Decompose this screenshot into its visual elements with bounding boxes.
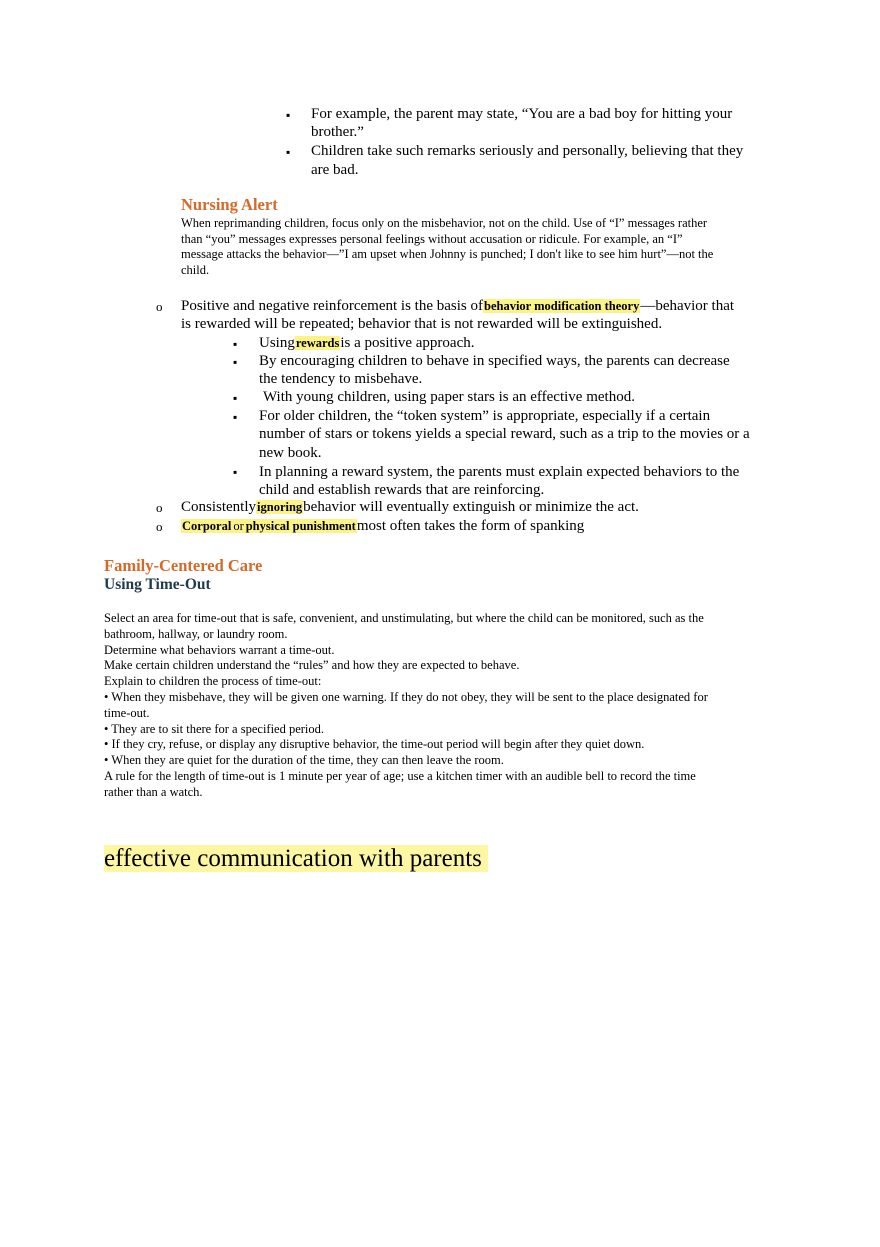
square-bullet-icon: ▪	[233, 465, 238, 479]
reward-bullet-encourage: By encouraging children to behave in specified ways, the parents can decrease the tendency to misbehave.	[259, 353, 730, 387]
family-care-title: Family-Centered Care	[104, 556, 263, 575]
square-bullet-icon: ▪	[233, 410, 238, 424]
square-bullet-icon: ▪	[233, 391, 238, 405]
highlight-corporal: Corporal	[182, 519, 232, 533]
highlight-ignoring: ignoring	[257, 500, 303, 514]
reward-bullet-planning: In planning a reward system, the parents must explain expected behaviors to the child and establish rewards that are reinforcing.	[259, 464, 740, 498]
reinforcement-item: Positive and negative reinforcement is the basis ofbehavior modification theory—behavior that is rewarded will be repeated; behavior that is not rewarded will be extinguished.	[181, 298, 735, 332]
top-bullet-list	[286, 105, 786, 179]
circle-bullet-icon: o	[156, 519, 163, 534]
reward-bullet-older: For older children, the “token system” is appropriate, especially if a certain number of stars or tokens yields a special reward, such as a trip to the movies or a new book.	[259, 408, 750, 461]
square-bullet-icon: ▪	[233, 355, 238, 369]
section-heading: effective communication with parents	[104, 843, 488, 874]
highlight-behavior-modification: behavior modification theory	[484, 299, 640, 313]
corporal-item: Corporal or physical punishmentmost often takes the form of spanking	[182, 518, 585, 534]
highlight-rewards: rewards	[295, 336, 340, 350]
square-bullet-icon: ▪	[286, 145, 291, 159]
reward-bullet-using: Usingrewardsis a positive approach.	[259, 335, 475, 351]
reward-bullet-list	[233, 334, 793, 499]
circle-bullet-icon: o	[156, 299, 163, 314]
time-out-instructions: Select an area for time-out that is safe, convenient, and unstimulating, but where the child can be monitored, such as the bathroom, hallway, or laundry room. Determine what behaviors warrant a time-out. Make certain children understand the “rules” and how they are expected to behave. Explain to children the process of time-out: • When they misbehave, they will be given one warning. If they do not obey, they will be sent to the place designated for time-out. • They are to sit there for a specified period. • If they cry, refuse, or display any disruptive behavior, the time-out period will begin after they quiet down. • When they are quiet for the duration of the time, they can then leave the room. A rule for the length of time-out is 1 minute per year of age; use a kitchen timer with an audible bell to record the time rather than a watch.	[104, 611, 708, 799]
family-care-subtitle: Using Time-Out	[104, 576, 211, 593]
top-bullet-1: For example, the parent may state, “You are a bad boy for hitting your brother.”	[311, 106, 733, 140]
highlight-physical-punishment: physical punishment	[245, 519, 356, 533]
circle-bullet-icon: o	[156, 500, 163, 515]
ignoring-item: Consistentlyignoringbehavior will eventually extinguish or minimize the act.	[181, 499, 639, 515]
square-bullet-icon: ▪	[286, 108, 291, 122]
nursing-alert-title: Nursing Alert	[181, 195, 278, 214]
square-bullet-icon: ▪	[233, 337, 238, 351]
reward-bullet-young: With young children, using paper stars is an effective method.	[263, 389, 635, 405]
top-bullet-2: Children take such remarks seriously and personally, believing that they are bad.	[311, 143, 744, 178]
nursing-alert-body: When reprimanding children, focus only on the misbehavior, not on the child. Use of “I” messages rather than “you” messages expresses personal feelings without accusation or ridicule. For example, an “I” message attacks the behavior—”I am upset when Johnny is punched; I don't like to see him hurt”—not the child.	[181, 216, 714, 277]
